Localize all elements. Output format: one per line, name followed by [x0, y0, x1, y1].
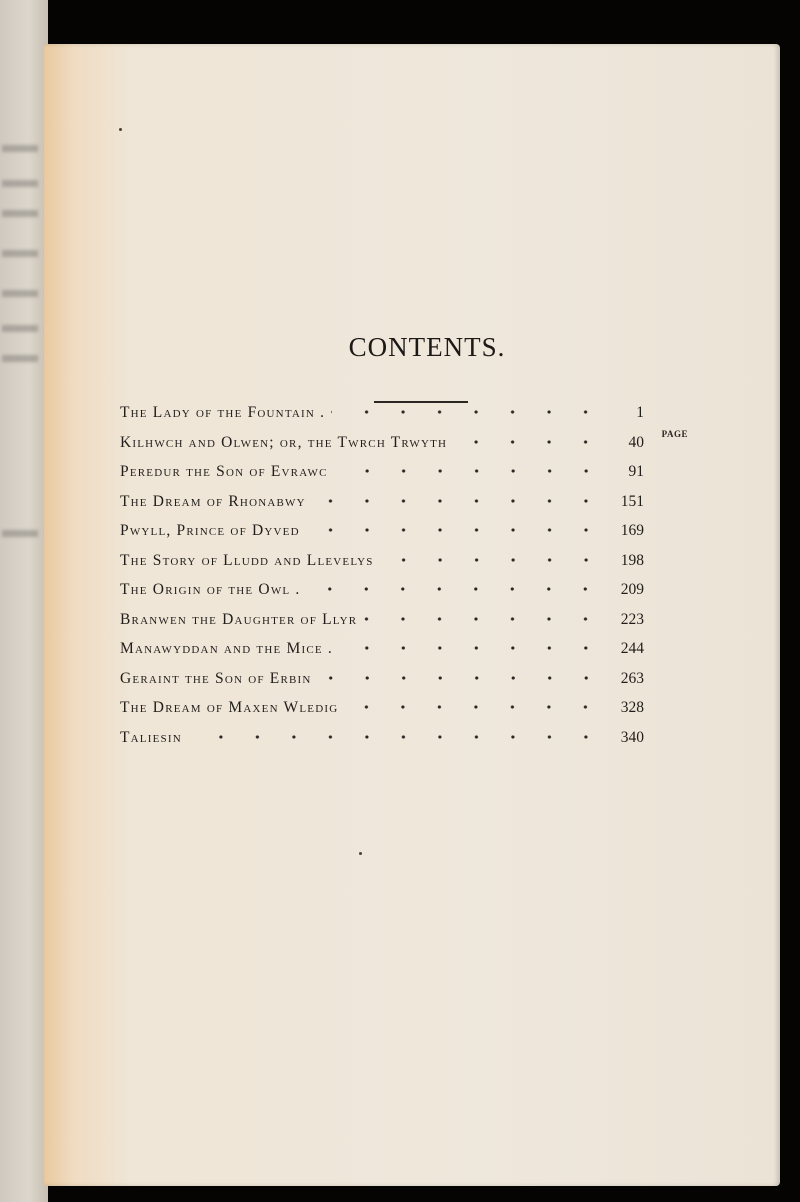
toc-entry[interactable] — [120, 463, 644, 493]
entry-title: The Dream of Rhonabwy — [120, 492, 306, 510]
entry-page: 244 — [620, 640, 644, 657]
toc-entry[interactable] — [120, 493, 644, 523]
entry-title: Branwen the Daughter of Llyr — [120, 610, 358, 628]
toc-entry[interactable] — [120, 404, 644, 434]
entry-title: The Story of Lludd and Llevelys — [120, 551, 374, 569]
blurred-text-line — [2, 210, 38, 217]
entry-page: 198 — [620, 551, 644, 569]
dot-leader — [318, 673, 608, 683]
entry-title: The Lady of the Fountain . — [120, 404, 326, 421]
entry-page: 151 — [620, 492, 644, 510]
entry-title: Pwyll, Prince of Dyved — [120, 522, 300, 539]
dot-leader — [344, 702, 608, 712]
entry-title: Kilhwch and Olwen; or, the Twrch Trwyth — [120, 433, 448, 451]
entry-page: 209 — [620, 581, 644, 598]
facing-page-edge — [0, 0, 48, 1202]
toc-entry[interactable] — [120, 670, 644, 700]
dot-leader — [312, 496, 608, 506]
entry-page: 263 — [620, 669, 644, 687]
dot-leader — [339, 643, 608, 653]
page-column-label: PAGE — [661, 429, 688, 439]
dot-leader — [334, 466, 608, 476]
paper-speck — [359, 852, 362, 855]
entry-page: 1 — [636, 404, 644, 421]
blurred-text-line — [2, 180, 38, 187]
toc-entry[interactable] — [120, 522, 644, 552]
contents-heading: CONTENTS. — [348, 332, 506, 362]
entry-title: Taliesin — [120, 728, 182, 746]
blurred-text-line — [2, 325, 38, 332]
toc-entry[interactable] — [120, 611, 644, 641]
toc-entry[interactable] — [120, 434, 644, 464]
entry-title: The Origin of the Owl . — [120, 581, 301, 598]
entry-title: The Dream of Maxen Wledig — [120, 699, 339, 716]
dot-leader — [306, 584, 608, 594]
table-of-contents — [120, 404, 644, 758]
entry-title: Geraint the Son of Erbin — [120, 669, 312, 687]
entry-title: Peredur the Son of Evrawc — [120, 463, 328, 480]
entry-page: 340 — [620, 728, 644, 746]
entry-title: Manawyddan and the Mice . — [120, 640, 333, 657]
blurred-text-line — [2, 250, 38, 257]
toc-entry[interactable] — [120, 581, 644, 611]
entry-page: 328 — [620, 699, 644, 716]
dot-leader — [453, 437, 608, 447]
dot-leader — [363, 614, 608, 624]
entry-page: 40 — [628, 433, 644, 451]
toc-entry[interactable] — [120, 552, 644, 582]
dot-leader — [188, 732, 608, 742]
entry-page: 169 — [620, 522, 644, 539]
paper-speck — [119, 128, 122, 131]
toc-entry[interactable] — [120, 640, 644, 670]
blurred-text-line — [2, 290, 38, 297]
toc-entry[interactable] — [120, 729, 644, 759]
blurred-text-line — [2, 145, 38, 152]
toc-entry[interactable] — [120, 699, 644, 729]
heading-rule — [374, 401, 468, 403]
dot-leader — [306, 525, 608, 535]
blurred-text-line — [2, 355, 38, 362]
blurred-text-line — [2, 530, 38, 537]
entry-page: 91 — [628, 463, 644, 480]
dot-leader — [380, 555, 608, 565]
dot-leader — [331, 407, 608, 417]
entry-page: 223 — [620, 610, 644, 628]
